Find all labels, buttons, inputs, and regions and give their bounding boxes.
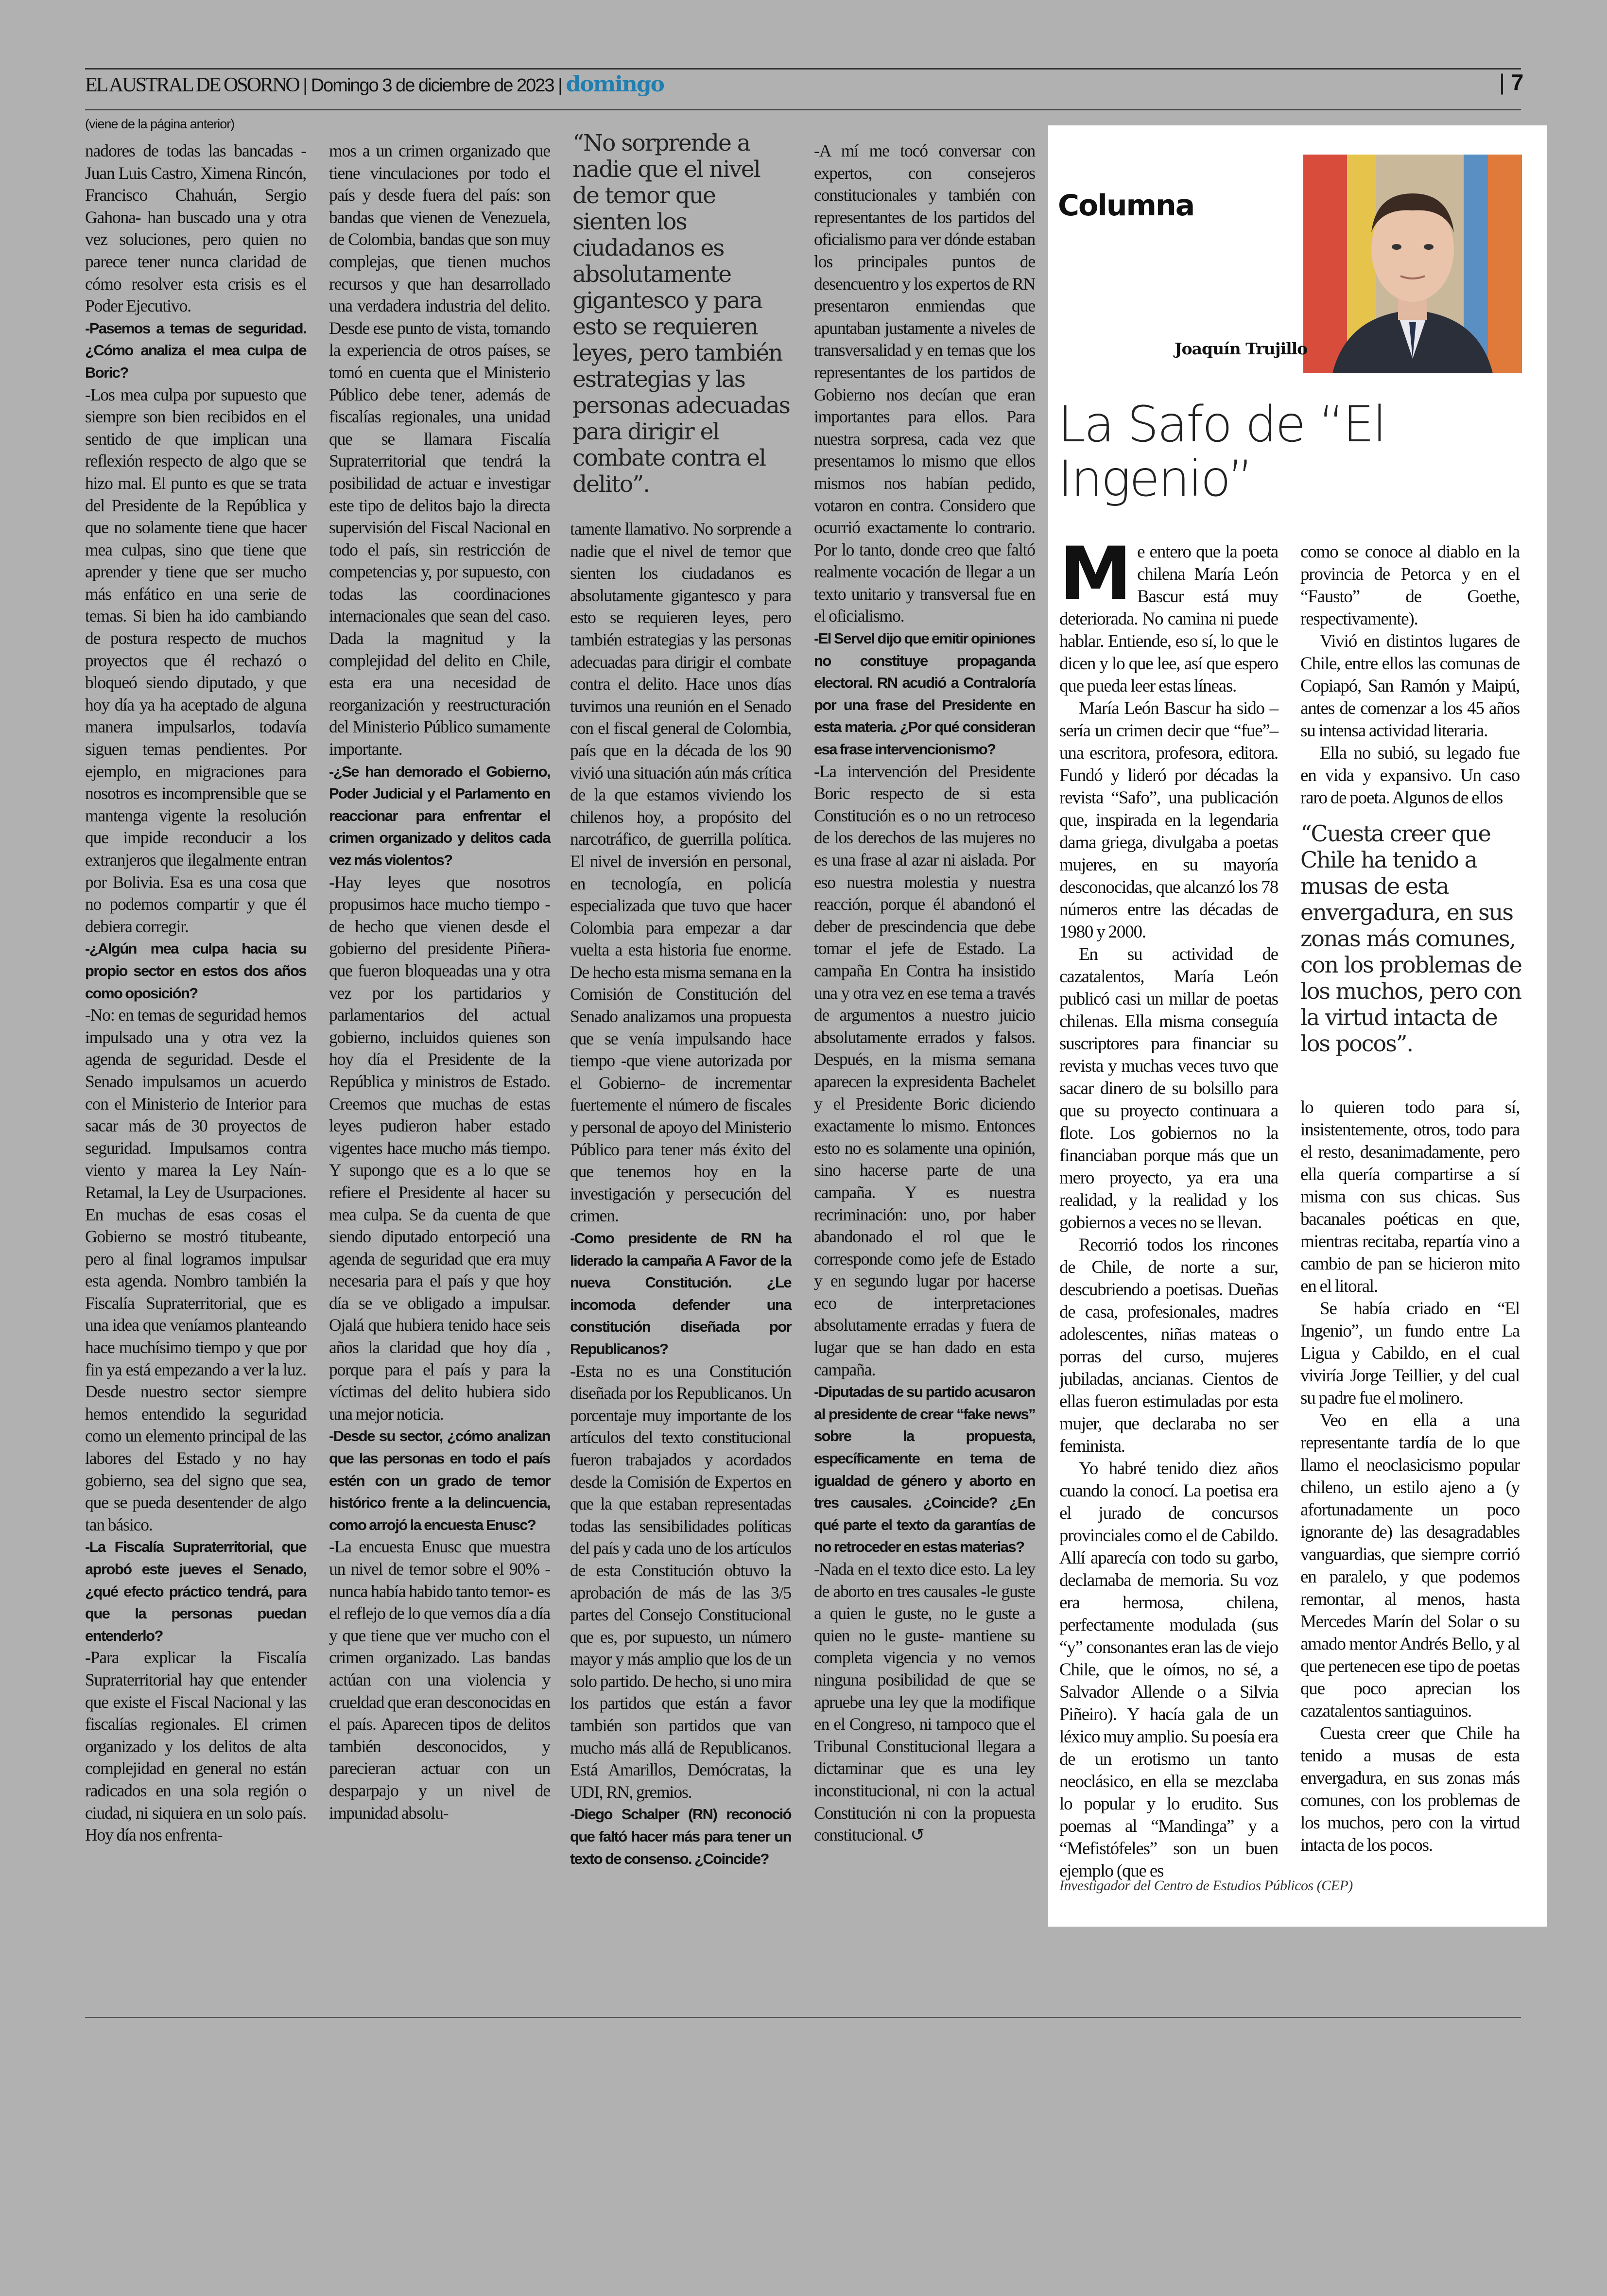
interview-answer: -Nada en el texto dice esto. La ley de aborto en tres causales -le guste a quien le guste, no le guste a quien no le guste- mantiene su completa vigencia y no vemos ninguna posibilidad de que se apruebe una ley que la modifique en el Congreso, ni tampoco que el Tribunal Constitucional llegara a dictaminar que es una ley inconstitucional, ni con la actual Constitución ni con la propuesta constitucional. ↺ xyxy=(814,1559,1035,1845)
interview-answer: -Hay leyes que nosotros propusimos hace mucho tiempo -de hecho que vienen desde el gobierno del presidente Piñera- que fueron bloqueadas una y otra vez por los partidarios y parlamentarios del actual gobierno, incluidos quienes son hoy día el Presidente de la República y ministros de Estado. Creemos que muchas de estas leyes pudieron haber estado vigentes hace mucho más tiempo. Y supongo que es a lo que se refiere el Presidente al hacer su mea culpa. Se da cuenta de que siendo diputado entorpeció una agenda de seguridad que era muy necesaria para el país y que hoy día se ve obligado a impulsar. Ojalá que hubiera tenido hace seis años la claridad que hoy día , porque para el país y para la víctimas del delito hubiera sido una mejor noticia. xyxy=(329,872,550,1424)
paragraph: lo quieren todo para sí, insistentemente, otros, todo para el resto, desanimadamente, pero ella quería compartirse a sí misma con sus chicas. Sus bacanales poéticas en que, mientras recitaba, repartía vino a cambio de pan se hicieron mito en el litoral. xyxy=(1300,1097,1520,1296)
paragraph: Veo en ella a una representante tardía de lo que llamo el neoclasicismo popular chileno, un estilo ajeno a (y afortunadamente un poco ignorante de) las desagradables vanguardias, que siempre corrió en paralelo, y que podemos remontar, al menos, hasta Mercedes Marín del Solar o su amado mentor Andrés Bello, y al que pertenecen ese tipo de poetas que poco aprecian los cazatalentos santiaguinos. xyxy=(1300,1410,1520,1721)
paragraph: como se conoce al diablo en la provincia de Petorca y en el “Fausto” de Goethe, respectivamente). xyxy=(1300,542,1520,629)
interview-question: -Diego Schalper (RN) reconoció que faltó hacer más para tener un texto de consenso. ¿Coincide? xyxy=(570,1806,791,1867)
author-credit: Investigador del Centro de Estudios Públicos (CEP) xyxy=(1059,1878,1353,1894)
header-top-rule xyxy=(85,68,1521,70)
interview-column-1 xyxy=(85,140,306,1899)
column-text-b-bottom xyxy=(1300,1096,1520,1864)
header-bottom-rule xyxy=(85,109,1521,110)
paragraph: Yo habré tenido diez años cuando la conocí. La poetisa era el jurado de concursos provinciales como el de Cabildo. Allí aparecía con todo su garbo, declamaba de memoria. Su voz era hermosa, chilena, perfectamente modulada (sus “y” consonantes eran las de viejo Chile, que le oímos, no sé, a Salvador Allende o a Silvia Piñeiro). Y hacía gala de un léxico muy amplio. Su poesía era de un erotismo un tanto neoclásico, en ella se mezclaba lo popular y lo erudito. Sus poemas al “Mandinga” y a “Mefistófeles” son un buen ejemplo (que es xyxy=(1059,1459,1278,1881)
paragraph: Recorrió todos los rincones de Chile, de norte a sur, descubriendo a poetisas. Dueñas de casa, profesionales, madres adolescentes, niñas mateas o porras del curso, mujeres jubiladas, ancianas. Cientos de ellas fueron estimuladas por esta mujer, que declaraba no ser feminista. xyxy=(1059,1235,1278,1456)
interview-column-3 xyxy=(570,518,791,1899)
interview-question: -¿Algún mea culpa hacia su propio sector en estos dos años como oposición? xyxy=(85,940,306,1002)
paragraph: María León Bascur ha sido –sería un crimen decir que “fue”– una escritora, profesora, editora. Fundó y lideró por décadas la revista “Safo”, una publicación que, inspirada en la legendaria dama griega, divulgaba a poetas mujeres, en su mayoría desconocidas, que alcanzó los 78 números entre las décadas de 1980 y 2000. xyxy=(1059,698,1278,942)
interview-question: -Desde su sector, ¿cómo analizan que las personas en todo el país estén con un grado de temor histórico frente a la delincuencia, como arrojó la encuesta Enusc? xyxy=(329,1427,550,1533)
interview-column-4 xyxy=(814,140,1035,1899)
paragraph: En su actividad de cazatalentos, María León publicó casi un millar de poetas chilenas. Ella misma conseguía suscriptores para financiar su revista y muchas veces tuvo que sacar dinero de su bolsillo para que su proyecto continuara a flote. Los gobiernos no la financiaban porque más que un mero proyecto, ya era una realidad, y la realidad y los gobiernos a veces no se llevan. xyxy=(1059,944,1278,1233)
section-name: domingo xyxy=(566,72,664,97)
interview-answer: -La encuesta Enusc que muestra un nivel de temor sobre el 90% -nunca había habido tanto temor- es el reflejo de lo que vemos día a día y que tiene que ver mucho con el crimen organizado. Las bandas actúan con una violencia y crueldad que eran desconocidas en el país. Aparecen tipos de delitos también desconocidos, y parecieran actuar con un desparpajo y un nivel de impunidad absolu- xyxy=(329,1537,550,1823)
column-pull-quote: “Cuesta creer que Chile ha tenido a musas de esta envergadura, en sus zonas más comunes, con los problemas de los muchos, pero con la virtud intacta de los pocos”. xyxy=(1300,820,1521,1057)
newspaper-name: EL AUSTRAL DE OSORNO xyxy=(85,74,299,96)
interview-question: -¿Se han demorado el Gobierno, Poder Judicial y el Parlamento en reaccionar para enfrentar el crimen organizado y delitos cada vez más violentos? xyxy=(329,763,550,869)
interview-answer: -A mí me tocó conversar con expertos, con consejeros constitucionales y también con representantes de los partidos del oficialismo para ver dónde estaban los principales puntos de desencuentro y los expertos de RN presentaron enmiendas que apuntaban justamente a niveles de transversalidad y en temas que los representantes de los partidos de Gobierno nos decían que eran importantes para ellos. Para nuestra sorpresa, cada vez que presentamos lo mismo que ellos mismos nos habían pedido, votaron en contra. Considero que ocurrió exactamente lo contrario. Por lo tanto, donde creo que faltó realmente vocación de llegar a un texto unitario y transversal fue en el oficialismo. xyxy=(814,141,1035,626)
drop-cap: M xyxy=(1059,532,1132,616)
interview-question: -Pasemos a temas de seguridad. ¿Cómo analiza el mea culpa de Boric? xyxy=(85,319,306,381)
paragraph: Vivió en distintos lugares de Chile, entre ellos las comunas de Copiapó, San Ramón y Maipú, antes de comenzar a los 45 años su intensa actividad literaria. xyxy=(1300,631,1520,741)
interview-answer: -Para explicar la Fiscalía Supraterritorial hay que entender que existe el Fiscal Nacional y las fiscalías regionales. El crimen organizado y los delitos de alta complejidad en general no están radicados en una sola región o ciudad, ni siquiera en un solo país. Hoy día nos enfrenta- xyxy=(85,1648,306,1845)
column-label: Columna xyxy=(1058,189,1194,223)
continued-note: (viene de la página anterior) xyxy=(85,117,235,131)
interview-question: -Diputadas de su partido acusaron al presidente de crear “fake news” sobre la propuesta, específicamente en tema de igualdad de género y aborto en tres causales. ¿Coincide? ¿En qué parte el texto da garantías de no retroceder en estas materias? xyxy=(814,1383,1035,1556)
interview-answer: -Los mea culpa por supuesto que siempre son bien recibidos en el sentido de que implican una reflexión respecto de algo que se hizo mal. El punto es que se trata del Presidente de la República y que no solamente tiene que hacer mea culpas, sino que tiene que aprender y tiene que ser mucho más enfático en una serie de temas. Si bien ha ido cambiando de postura respecto de muchos proyectos que él rechazó o bloqueó siendo diputado, y que hoy día ya ha aceptado de alguna manera impulsarlos, todavía siguen temas pendientes. Por ejemplo, en migraciones para nosotros es incomprensible que se mantenga vigente la resolución que impide reconducir a los extranjeros que ilegalmente entran por Bolivia. Esa es una cosa que no podemos compartir y que él debiera corregir. xyxy=(85,384,306,936)
pull-quote: “No sorprende a nadie que el nivel de temor que sienten los ciudadanos es absolutamente gigantesco y para esto se requieren leyes, pero también estrategias y las personas adecuadas para dirigir el combate contra el delito”. xyxy=(572,130,790,498)
page-header: EL AUSTRAL DE OSORNO | Domingo 3 de diciembre de 2023 | domingo xyxy=(85,72,664,97)
interview-answer: tamente llamativo. No sorprende a nadie que el nivel de temor que sienten los ciudadanos es absolutamente gigantesco y para esto se requieren leyes, pero también estrategias y las personas adecuadas para dirigir el combate contra el delito. Hace unos días tuvimos una reunión en el Senado con el fiscal general de Colombia, país que en la década de los 90 vivió una situación aún más crítica de la que estamos viviendo los chilenos hoy, a propósito del narcotráfico, de guerrilla política. El nivel de inversión en personal, en tecnología, en policía especializada que tuvo que hacer Colombia para empezar a dar vuelta a esta historia fue enorme. De hecho esta misma semana en la Comisión de Constitución del Senado analizamos una propuesta que se venía impulsando hace tiempo -que viene autorizada por el Gobierno- de incrementar fuertemente el número de fiscales y personal de apoyo del Ministerio Público para tener más éxito del que tenemos hoy en la investigación y persecución del crimen. xyxy=(570,519,791,1226)
author-photo xyxy=(1303,155,1522,373)
column-text-b-top xyxy=(1300,541,1520,818)
column-text-a: Me entero que la poeta chilena María León Bascur está muy deteriorada. No camina ni puede hablar. Entiende, eso sí, lo que le dicen y lo que lee, así que espero que pueda leer estas líneas. María León Bascur ha sido –sería un crimen decir que “fue”– una escritora, profesora, editora. Fundó y lideró por décadas la revista “Safo”, una publicación que, inspirada en la legendaria dama griega, divulgaba a poetas mujeres, en su mayoría desconocidas, que alcanzó los 78 números entre las décadas de 1980 y 2000. En su actividad de cazatalentos, María León publicó casi un millar de poetas chilenas. Ella misma conseguía suscriptores para financiar su revista y muchas veces tuvo que sacar dinero de su bolsillo para que su proyecto continuara a flote. Los gobiernos no la financiaban porque más que un mero proyecto, ya era una realidad, y la realidad y los gobiernos a veces no se llevan. Recorrió todos los rincones de Chile, de norte a sur, descubriendo a poetisas. Dueñas de casa, profesionales, madres adolescentes, niñas mateas o porras del curso, mujeres jubiladas, ancianas. Cientos de ellas fueron estimuladas por esta mujer, que declaraba no ser feminista. Yo habré tenido diez años cuando la conocí. La poetisa era el jurado de concursos provinciales como el de Cabildo. Allí aparecía con todo su garbo, declamaba de memoria. Su voz era hermosa, chilena, perfectamente modulada (sus “y” consonantes eran las de viejo Chile, que le oímos, no sé, a Salvador Allende o a Silvia Piñeiro). Y hacía gala de un léxico muy amplio. Su poesía era de un erotismo un tanto neoclásico, en ella se mezclaba lo popular y lo erudito. Sus poemas al “Mandinga” y a “Mefistófeles” son un buen ejemplo (que es xyxy=(1059,541,1278,1863)
interview-answer: nadores de todas las bancadas -Juan Luis Castro, Ximena Rincón, Francisco Chahuán, Sergio Gahona- han buscado una y otra vez soluciones, pero quien no parece tener nunca claridad de cómo resolver esta crisis es el Poder Ejecutivo. xyxy=(85,141,306,316)
paragraph: Cuesta creer que Chile ha tenido a musas de esta envergadura, en sus zonas más comunes, con los problemas de los muchos, pero con la virtud intacta de los pocos. xyxy=(1300,1723,1520,1855)
interview-question: -Como presidente de RN ha liderado la campaña A Favor de la nueva Constitución. ¿Le incomoda defender una constitución diseñada por Republicanos? xyxy=(570,1230,791,1357)
interview-answer: -No: en temas de seguridad hemos impulsado una y otra vez la agenda de seguridad. Desde el Senado impulsamos un acuerdo con el Ministerio de Interior para sacar más de 30 proyectos de seguridad. Impulsamos contra viento y marea la Ley Naín-Retamal, la Ley de Usurpaciones. En muchas de esas cosas el Gobierno se mostró titubeante, pero al final logramos impulsar esta agenda. Nombro también la Fiscalía Supraterritorial, que es una idea que veníamos planteando hace muchísimo tiempo y que por fin ya está empezando a ver la luz. Desde nuestro sector siempre hemos entendido la seguridad como un elemento principal de las labores del Estado y no hay gobierno, sea del signo que sea, que se pueda desentender de algo tan básico. xyxy=(85,1005,306,1534)
footer-rule xyxy=(85,2017,1521,2018)
column-title: La Safo de “El Ingenio” xyxy=(1058,396,1385,508)
interview-question: -La Fiscalía Supraterritorial, que aprobó este jueves el Senado, ¿qué efecto práctico tendrá, para que la personas puedan entenderlo? xyxy=(85,1538,306,1644)
interview-answer: -La intervención del Presidente Boric respecto de si esta Constitución es o no un retroceso de los derechos de las mujeres no es una frase al azar ni aislada. Por eso nuestra molestia y nuestra reacción, porque él abandonó el deber de prescindencia que debe tomar el jefe de Estado. La campaña En Contra ha insistido una y otra vez en ese tema a través de argumentos a nuestro juicio absolutamente errados y falsos. Después, en la misma semana aparecen la expresidenta Bachelet y el Presidente Boric diciendo exactamente lo mismo. Entonces esto no es solamente una opinión, sino hacerse parte de una campaña. Y es nuestra recriminación: uno, por haber abandonado el rol que le corresponde como jefe de Estado y en segundo lugar por hacerse eco de interpretaciones absolutamente erradas y fuera de lugar que se han dado en esta campaña. xyxy=(814,761,1035,1379)
interview-answer: mos a un crimen organizado que tiene vinculaciones por todo el país y desde fuera del país: son bandas que vienen de Venezuela, de Colombia, bandas que son muy complejas, que tienen muchos recursos y que han desarrollado una verdadera industria del delito. Desde ese punto de vista, tomando la experiencia de otros países, se tomó en cuenta que el Ministerio Público debe tener, además de fiscalías regionales, una unidad que se llamara Fiscalía Supraterritorial que tendrá la posibilidad de actuar e investigar este tipo de delitos bajo la directa supervisión del Fiscal Nacional en todo el país, sin restricción de competencias y, por supuesto, con todas las coordinaciones internacionales que sean del caso. Dada la magnitud y la complejidad del delito en Chile, esta era una necesidad de reorganización y reestructuración del Ministerio Público sumamente importante. xyxy=(329,141,550,759)
author-name: Joaquín Trujillo xyxy=(1175,339,1308,358)
interview-answer: -Esta no es una Constitución diseñada por los Republicanos. Un porcentaje muy importante de los artículos del texto constitucional fueron trabajados y acordados desde la Comisión de Expertos en que la que estaban representadas todas las sensibilidades políticas del país y cada uno de los artículos de esta Constitución obtuvo la aprobación de más de las 3/5 partes del Consejo Constitucional que es, por supuesto, un número mayor y más amplio que los de un solo partido. De hecho, si uno mira los partidos que están a favor también son partidos que van mucho más allá de Republicanos. Está Amarillos, Demócratas, la UDI, RN, gremios. xyxy=(570,1361,791,1802)
interview-question: -El Servel dijo que emitir opiniones no constituye propaganda electoral. RN acudió a Contraloría por una frase del Presidente en esta materia. ¿Por qué consideran esa frase intervencionismo? xyxy=(814,630,1035,758)
opinion-column-box xyxy=(1048,125,1547,1927)
paragraph: Se había criado en “El Ingenio”, un fundo entre La Ligua y Cabildo, en el cual viviría Jorge Teillier, y del cual su padre fue el molinero. xyxy=(1300,1299,1520,1408)
interview-column-2 xyxy=(329,140,550,1899)
paragraph: Ella no subió, su legado fue en vida y expansivo. Un caso raro de poeta. Algunos de ellos xyxy=(1300,743,1520,808)
issue-date: Domingo 3 de diciembre de 2023 xyxy=(311,75,554,96)
page-number: | 7 xyxy=(1499,70,1524,95)
